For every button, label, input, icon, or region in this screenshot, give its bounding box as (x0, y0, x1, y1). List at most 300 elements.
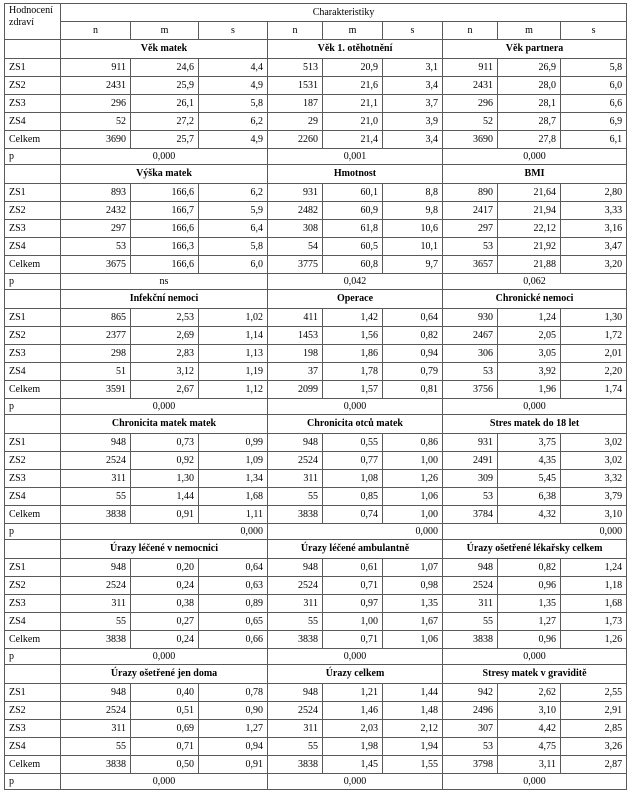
p-value: 0,000 (61, 399, 268, 415)
table-cell: 2,03 (323, 720, 383, 738)
table-cell: 4,42 (498, 720, 561, 738)
table-row (5, 488, 627, 506)
p-value-row (5, 524, 627, 540)
table-cell: 0,94 (383, 345, 443, 363)
section-title: Věk matek (61, 40, 268, 59)
row-label: ZS2 (5, 702, 61, 720)
table-cell: 4,9 (199, 77, 268, 95)
table-row (5, 238, 627, 256)
table-row (5, 720, 627, 738)
table-row (5, 738, 627, 756)
table-cell: 53 (61, 238, 131, 256)
table-body (5, 4, 627, 790)
table-row (5, 631, 627, 649)
section-title: Stres matek do 18 let (443, 415, 627, 434)
table-cell: 0,73 (131, 434, 199, 452)
table-cell: 893 (61, 184, 131, 202)
table-row (5, 613, 627, 631)
row-label: Celkem (5, 256, 61, 274)
table-cell: 2099 (268, 381, 323, 399)
row-label: ZS1 (5, 309, 61, 327)
section-title: Úrazy léčené ambulantně (268, 540, 443, 559)
table-cell: 3,02 (561, 452, 627, 470)
table-row (5, 309, 627, 327)
table-cell: 2432 (61, 202, 131, 220)
table-row (5, 381, 627, 399)
table-cell: 166,3 (131, 238, 199, 256)
table-cell: 0,27 (131, 613, 199, 631)
table-cell: 4,32 (498, 506, 561, 524)
row-label: ZS1 (5, 59, 61, 77)
table-cell: 0,71 (323, 631, 383, 649)
table-title: Charakteristiky (61, 4, 627, 22)
table-cell: 1,68 (561, 595, 627, 613)
table-cell: 311 (268, 470, 323, 488)
table-cell: 311 (61, 595, 131, 613)
table-cell: 8,8 (383, 184, 443, 202)
table-cell: 9,7 (383, 256, 443, 274)
table-cell: 948 (268, 559, 323, 577)
table-cell: 2260 (268, 131, 323, 149)
table-cell: 2524 (61, 577, 131, 595)
table-cell: 0,96 (498, 577, 561, 595)
table-cell: 21,64 (498, 184, 561, 202)
table-cell: 0,38 (131, 595, 199, 613)
col-header: m (131, 22, 199, 40)
p-value: 0,042 (268, 274, 443, 290)
table-cell: 297 (61, 220, 131, 238)
empty-cell (5, 540, 61, 559)
table-cell: 1,27 (498, 613, 561, 631)
row-label: ZS3 (5, 720, 61, 738)
table-cell: 2524 (61, 452, 131, 470)
table-cell: 55 (268, 738, 323, 756)
table-cell: 2,05 (498, 327, 561, 345)
section-title: Stresy matek v graviditě (443, 665, 627, 684)
table-cell: 5,8 (199, 238, 268, 256)
table-row (5, 220, 627, 238)
table-cell: 0,85 (323, 488, 383, 506)
table-cell: 0,99 (199, 434, 268, 452)
table-cell: 1,26 (383, 470, 443, 488)
table-row (5, 77, 627, 95)
table-cell: 298 (61, 345, 131, 363)
p-value: 0,000 (268, 524, 443, 540)
table-row (5, 327, 627, 345)
table-row (5, 702, 627, 720)
table-cell: 166,7 (131, 202, 199, 220)
table-cell: 1,73 (561, 613, 627, 631)
table-cell: 3,7 (383, 95, 443, 113)
table-row (5, 684, 627, 702)
table-cell: 2,20 (561, 363, 627, 381)
table-row (5, 577, 627, 595)
table-cell: 52 (443, 113, 498, 131)
table-cell: 3,12 (131, 363, 199, 381)
table-cell: 55 (268, 488, 323, 506)
table-cell: 1,07 (383, 559, 443, 577)
table-cell: 37 (268, 363, 323, 381)
row-label: ZS4 (5, 113, 61, 131)
table-cell: 3690 (61, 131, 131, 149)
table-cell: 0,50 (131, 756, 199, 774)
row-label: ZS4 (5, 238, 61, 256)
table-cell: 21,1 (323, 95, 383, 113)
table-cell: 6,0 (199, 256, 268, 274)
empty-cell (5, 415, 61, 434)
table-cell: 3,26 (561, 738, 627, 756)
section-title: Úrazy celkem (268, 665, 443, 684)
table-cell: 311 (61, 720, 131, 738)
table-cell: 55 (61, 488, 131, 506)
section-title: Chronicita otců matek (268, 415, 443, 434)
table-row (5, 434, 627, 452)
table-cell: 0,97 (323, 595, 383, 613)
table-cell: 55 (61, 613, 131, 631)
table-cell: 2417 (443, 202, 498, 220)
table-cell: 6,0 (561, 77, 627, 95)
table-cell: 55 (443, 613, 498, 631)
table-cell: 2496 (443, 702, 498, 720)
table-cell: 3838 (443, 631, 498, 649)
table-cell: 1,13 (199, 345, 268, 363)
table-cell: 2,67 (131, 381, 199, 399)
table-cell: 1,06 (383, 631, 443, 649)
table-cell: 1,42 (323, 309, 383, 327)
table-cell: 28,1 (498, 95, 561, 113)
table-cell: 6,38 (498, 488, 561, 506)
table-cell: 54 (268, 238, 323, 256)
table-cell: 52 (61, 113, 131, 131)
table-cell: 0,65 (199, 613, 268, 631)
p-value-row (5, 399, 627, 415)
empty-cell (5, 290, 61, 309)
table-row (5, 756, 627, 774)
table-cell: 411 (268, 309, 323, 327)
section-header-row (5, 290, 627, 309)
data-table (4, 3, 627, 790)
table-cell: 24,6 (131, 59, 199, 77)
table-cell: 10,6 (383, 220, 443, 238)
table-cell: 1,30 (561, 309, 627, 327)
table-cell: 948 (268, 684, 323, 702)
table-cell: 0,86 (383, 434, 443, 452)
table-cell: 311 (61, 470, 131, 488)
table-cell: 3690 (443, 131, 498, 149)
table-cell: 942 (443, 684, 498, 702)
table-cell: 948 (268, 434, 323, 452)
table-cell: 2,85 (561, 720, 627, 738)
section-title: Věk partnera (443, 40, 627, 59)
table-cell: 1,34 (199, 470, 268, 488)
col-header: m (498, 22, 561, 40)
table-cell: 0,51 (131, 702, 199, 720)
table-cell: 948 (443, 559, 498, 577)
table-cell: 1,35 (498, 595, 561, 613)
table-cell: 1,72 (561, 327, 627, 345)
table-cell: 187 (268, 95, 323, 113)
table-cell: 53 (443, 738, 498, 756)
table-cell: 0,92 (131, 452, 199, 470)
section-title: Úrazy léčené v nemocnici (61, 540, 268, 559)
table-cell: 948 (61, 684, 131, 702)
table-cell: 0,24 (131, 631, 199, 649)
header-row-2 (5, 22, 627, 40)
table-cell: 1,44 (131, 488, 199, 506)
table-cell: 1,00 (323, 613, 383, 631)
table-cell: 2,80 (561, 184, 627, 202)
table-cell: 3675 (61, 256, 131, 274)
table-cell: 1453 (268, 327, 323, 345)
table-cell: 6,1 (561, 131, 627, 149)
table-cell: 5,9 (199, 202, 268, 220)
table-cell: 0,82 (498, 559, 561, 577)
table-row (5, 113, 627, 131)
table-cell: 0,96 (498, 631, 561, 649)
section-title: Úrazy ošetřené jen doma (61, 665, 268, 684)
table-cell: 0,63 (199, 577, 268, 595)
table-cell: 1,26 (561, 631, 627, 649)
section-header-row (5, 665, 627, 684)
section-title: Hmotnost (268, 165, 443, 184)
table-cell: 297 (443, 220, 498, 238)
table-cell: 2431 (443, 77, 498, 95)
table-cell: 0,71 (131, 738, 199, 756)
table-cell: 28,0 (498, 77, 561, 95)
table-cell: 931 (268, 184, 323, 202)
table-cell: 1,46 (323, 702, 383, 720)
section-header-row (5, 540, 627, 559)
table-cell: 0,91 (131, 506, 199, 524)
row-label: ZS3 (5, 220, 61, 238)
p-value: 0,000 (268, 399, 443, 415)
table-cell: 53 (443, 363, 498, 381)
row-label: ZS2 (5, 77, 61, 95)
row-label: ZS2 (5, 202, 61, 220)
section-header-row (5, 165, 627, 184)
col-header: s (199, 22, 268, 40)
p-label: p (5, 774, 61, 790)
table-cell: 3838 (61, 756, 131, 774)
section-title: Chronicita matek matek (61, 415, 268, 434)
table-cell: 1,98 (323, 738, 383, 756)
p-value: 0,000 (268, 649, 443, 665)
table-cell: 21,6 (323, 77, 383, 95)
table-cell: 0,91 (199, 756, 268, 774)
table-cell: 3,20 (561, 256, 627, 274)
table-row (5, 506, 627, 524)
table-cell: 2524 (268, 577, 323, 595)
table-cell: 53 (443, 238, 498, 256)
table-row (5, 256, 627, 274)
table-cell: 21,92 (498, 238, 561, 256)
table-cell: 311 (268, 720, 323, 738)
table-cell: 1,11 (199, 506, 268, 524)
table-cell: 25,7 (131, 131, 199, 149)
table-cell: 2467 (443, 327, 498, 345)
table-cell: 1,94 (383, 738, 443, 756)
table-cell: 3,79 (561, 488, 627, 506)
row-label: ZS4 (5, 613, 61, 631)
table-cell: 6,4 (199, 220, 268, 238)
p-label: p (5, 649, 61, 665)
table-cell: 1,09 (199, 452, 268, 470)
table-cell: 21,4 (323, 131, 383, 149)
table-cell: 0,71 (323, 577, 383, 595)
table-cell: 1,48 (383, 702, 443, 720)
col-header: n (268, 22, 323, 40)
table-cell: 3798 (443, 756, 498, 774)
table-cell: 3838 (268, 631, 323, 649)
table-cell: 21,0 (323, 113, 383, 131)
table-cell: 10,1 (383, 238, 443, 256)
table-cell: 51 (61, 363, 131, 381)
col-header: s (561, 22, 627, 40)
row-label-header: Hodnocení zdraví (5, 4, 61, 40)
table-cell: 2377 (61, 327, 131, 345)
p-value: 0,000 (443, 649, 627, 665)
table-cell: 0,66 (199, 631, 268, 649)
section-title: Úrazy ošetřené lékařsky celkem (443, 540, 627, 559)
table-cell: 55 (61, 738, 131, 756)
table-cell: 296 (443, 95, 498, 113)
table-row (5, 470, 627, 488)
table-cell: 2524 (268, 452, 323, 470)
p-value: 0,000 (61, 524, 268, 540)
table-cell: 2524 (268, 702, 323, 720)
col-header: s (383, 22, 443, 40)
table-cell: 6,2 (199, 113, 268, 131)
table-cell: 53 (443, 488, 498, 506)
table-cell: 1,06 (383, 488, 443, 506)
row-label: Celkem (5, 381, 61, 399)
table-cell: 3,1 (383, 59, 443, 77)
row-label: ZS1 (5, 434, 61, 452)
table-cell: 306 (443, 345, 498, 363)
table-cell: 311 (268, 595, 323, 613)
p-value: 0,001 (268, 149, 443, 165)
table-cell: 1,57 (323, 381, 383, 399)
row-label: ZS4 (5, 738, 61, 756)
table-cell: 1,02 (199, 309, 268, 327)
p-value: 0,000 (61, 149, 268, 165)
table-cell: 1,12 (199, 381, 268, 399)
table-row (5, 184, 627, 202)
table-cell: 3,32 (561, 470, 627, 488)
section-title: Infekční nemoci (61, 290, 268, 309)
table-cell: 0,64 (199, 559, 268, 577)
table-cell: 3838 (268, 506, 323, 524)
table-cell: 22,12 (498, 220, 561, 238)
table-cell: 2,01 (561, 345, 627, 363)
table-cell: 3,33 (561, 202, 627, 220)
table-cell: 26,9 (498, 59, 561, 77)
table-cell: 0,82 (383, 327, 443, 345)
table-cell: 27,8 (498, 131, 561, 149)
table-cell: 0,69 (131, 720, 199, 738)
table-cell: 6,9 (561, 113, 627, 131)
table-cell: 2,69 (131, 327, 199, 345)
table-cell: 28,7 (498, 113, 561, 131)
table-row (5, 595, 627, 613)
table-cell: 3756 (443, 381, 498, 399)
table-cell: 6,2 (199, 184, 268, 202)
table-cell: 0,90 (199, 702, 268, 720)
table-cell: 0,24 (131, 577, 199, 595)
table-cell: 948 (61, 559, 131, 577)
p-value-row (5, 149, 627, 165)
table-cell: 0,77 (323, 452, 383, 470)
p-value-row (5, 774, 627, 790)
table-cell: 1,45 (323, 756, 383, 774)
p-value: 0,000 (61, 774, 268, 790)
table-cell: 0,55 (323, 434, 383, 452)
table-cell: 513 (268, 59, 323, 77)
p-value-row (5, 274, 627, 290)
table-cell: 0,81 (383, 381, 443, 399)
section-title: Výška matek (61, 165, 268, 184)
table-cell: 1,56 (323, 327, 383, 345)
table-row (5, 363, 627, 381)
table-cell: 61,8 (323, 220, 383, 238)
row-label: ZS4 (5, 363, 61, 381)
section-title: Věk 1. otěhotnění (268, 40, 443, 59)
p-label: p (5, 149, 61, 165)
table-cell: 3,10 (561, 506, 627, 524)
table-cell: 1,00 (383, 506, 443, 524)
section-title: Chronické nemoci (443, 290, 627, 309)
table-cell: 4,35 (498, 452, 561, 470)
table-cell: 5,45 (498, 470, 561, 488)
table-cell: 2,53 (131, 309, 199, 327)
table-cell: 0,89 (199, 595, 268, 613)
table-row (5, 559, 627, 577)
table-cell: 6,6 (561, 95, 627, 113)
section-title: BMI (443, 165, 627, 184)
p-label: p (5, 399, 61, 415)
col-header: n (61, 22, 131, 40)
table-cell: 5,8 (199, 95, 268, 113)
table-cell: 4,4 (199, 59, 268, 77)
table-cell: 0,40 (131, 684, 199, 702)
section-header-row (5, 40, 627, 59)
table-cell: 0,74 (323, 506, 383, 524)
table-cell: 3,9 (383, 113, 443, 131)
table-cell: 1,24 (498, 309, 561, 327)
table-cell: 890 (443, 184, 498, 202)
table-cell: 2524 (443, 577, 498, 595)
table-cell: 1,35 (383, 595, 443, 613)
table-cell: 20,9 (323, 59, 383, 77)
table-cell: 0,61 (323, 559, 383, 577)
table-cell: 4,9 (199, 131, 268, 149)
section-title: Operace (268, 290, 443, 309)
table-cell: 1,27 (199, 720, 268, 738)
row-label: Celkem (5, 506, 61, 524)
table-cell: 3784 (443, 506, 498, 524)
table-cell: 931 (443, 434, 498, 452)
table-row (5, 131, 627, 149)
table-cell: 911 (61, 59, 131, 77)
table-cell: 1,96 (498, 381, 561, 399)
row-label: ZS1 (5, 684, 61, 702)
table-row (5, 345, 627, 363)
table-cell: 0,98 (383, 577, 443, 595)
table-cell: 2431 (61, 77, 131, 95)
p-label: p (5, 274, 61, 290)
row-label: ZS3 (5, 345, 61, 363)
table-cell: 3,05 (498, 345, 561, 363)
